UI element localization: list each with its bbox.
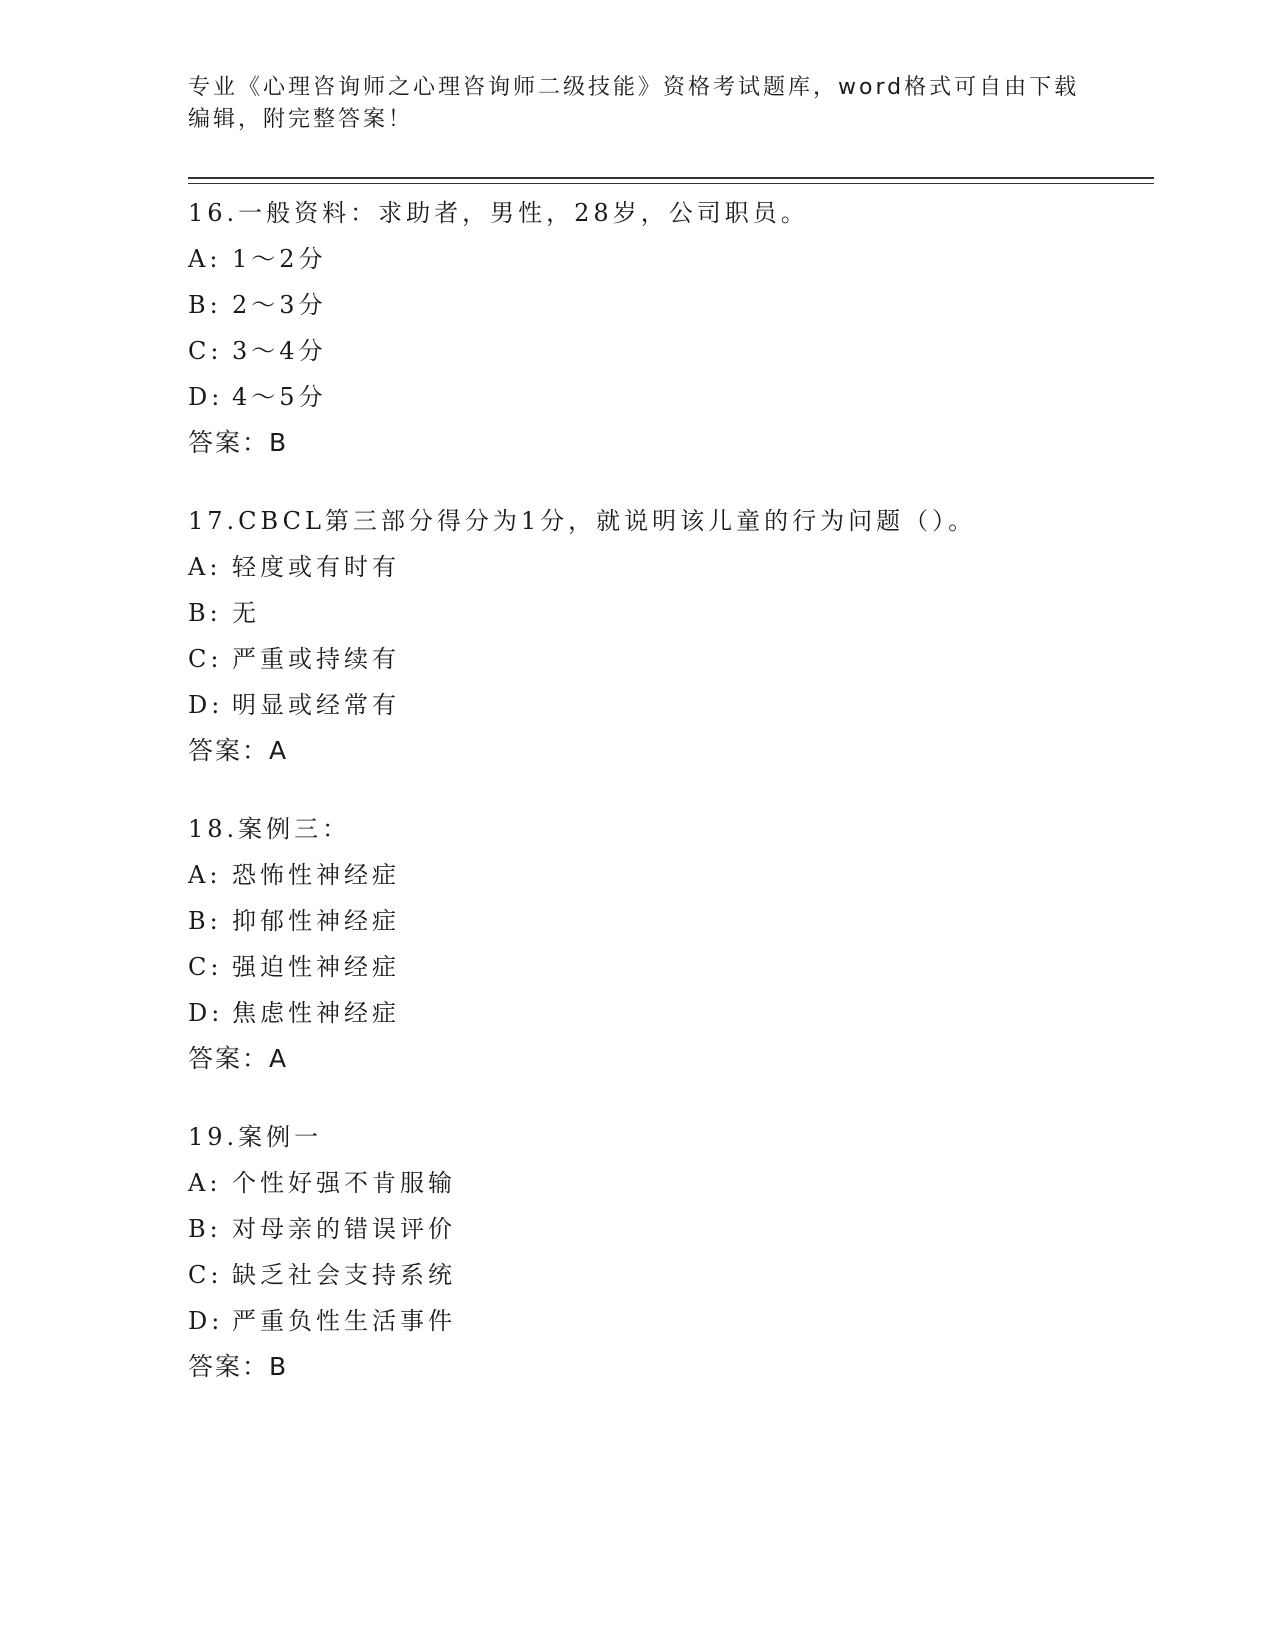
option-text: 抑郁性神经症 bbox=[232, 907, 400, 935]
option-letter: B: bbox=[188, 599, 222, 627]
option-letter: C: bbox=[188, 337, 223, 365]
question-16 bbox=[188, 190, 1148, 466]
option-text: 强迫性神经症 bbox=[232, 953, 400, 981]
option-letter: D: bbox=[188, 383, 224, 411]
option-letter: D: bbox=[188, 691, 224, 719]
option-text: 2～3分 bbox=[232, 291, 327, 319]
option-letter: A: bbox=[188, 1169, 222, 1197]
option-a bbox=[188, 1160, 1148, 1206]
option-text: 缺乏社会支持系统 bbox=[232, 1261, 456, 1289]
option-letter: C: bbox=[188, 1261, 223, 1289]
option-text: 4～5分 bbox=[232, 383, 327, 411]
option-letter: B: bbox=[188, 291, 222, 319]
option-c bbox=[188, 328, 1148, 374]
option-letter: A: bbox=[188, 861, 222, 889]
option-letter: A: bbox=[188, 553, 222, 581]
option-text: 严重或持续有 bbox=[232, 645, 400, 673]
option-c bbox=[188, 944, 1148, 990]
answer-line: 答案：B bbox=[188, 1352, 289, 1381]
option-letter: C: bbox=[188, 645, 223, 673]
option-letter: B: bbox=[188, 1215, 222, 1243]
question-list bbox=[188, 190, 1148, 1422]
option-d bbox=[188, 374, 1148, 420]
option-text: 无 bbox=[232, 599, 260, 627]
option-d bbox=[188, 682, 1148, 728]
option-text: 1～2分 bbox=[232, 245, 327, 273]
option-text: 严重负性生活事件 bbox=[232, 1307, 456, 1335]
option-c bbox=[188, 1252, 1148, 1298]
option-a bbox=[188, 544, 1148, 590]
header-line-1: 专业《心理咨询师之心理咨询师二级技能》资格考试题库，word格式可自由下载 bbox=[188, 75, 1080, 100]
option-d bbox=[188, 1298, 1148, 1344]
question-18 bbox=[188, 806, 1148, 1082]
option-a bbox=[188, 852, 1148, 898]
question-title: 17.CBCL第三部分得分为1分，就说明该儿童的行为问题（）。 bbox=[188, 507, 977, 535]
option-b bbox=[188, 590, 1148, 636]
option-letter: C: bbox=[188, 953, 223, 981]
question-title: 19.案例一 bbox=[188, 1123, 323, 1151]
answer-line: 答案：B bbox=[188, 428, 289, 457]
answer-line: 答案：A bbox=[188, 736, 289, 765]
option-text: 明显或经常有 bbox=[232, 691, 400, 719]
question-17 bbox=[188, 498, 1148, 774]
option-letter: D: bbox=[188, 999, 224, 1027]
option-b bbox=[188, 898, 1148, 944]
question-title: 18.案例三： bbox=[188, 815, 351, 843]
option-b bbox=[188, 282, 1148, 328]
option-c bbox=[188, 636, 1148, 682]
option-letter: D: bbox=[188, 1307, 224, 1335]
option-d bbox=[188, 990, 1148, 1036]
option-text: 恐怖性神经症 bbox=[232, 861, 400, 889]
option-text: 个性好强不肯服输 bbox=[232, 1169, 456, 1197]
answer-line: 答案：A bbox=[188, 1044, 289, 1073]
option-text: 焦虑性神经症 bbox=[232, 999, 400, 1027]
question-title: 16.一般资料：求助者，男性，28岁，公司职员。 bbox=[188, 199, 809, 227]
document-header bbox=[188, 72, 1088, 136]
header-divider-thick bbox=[188, 177, 1154, 179]
option-b bbox=[188, 1206, 1148, 1252]
option-letter: A: bbox=[188, 245, 222, 273]
header-line-2: 编辑，附完整答案！ bbox=[188, 107, 414, 132]
option-letter: B: bbox=[188, 907, 222, 935]
question-19 bbox=[188, 1114, 1148, 1390]
option-text: 对母亲的错误评价 bbox=[232, 1215, 456, 1243]
header-divider-thin bbox=[188, 183, 1154, 184]
option-text: 轻度或有时有 bbox=[232, 553, 400, 581]
option-text: 3～4分 bbox=[232, 337, 327, 365]
option-a bbox=[188, 236, 1148, 282]
